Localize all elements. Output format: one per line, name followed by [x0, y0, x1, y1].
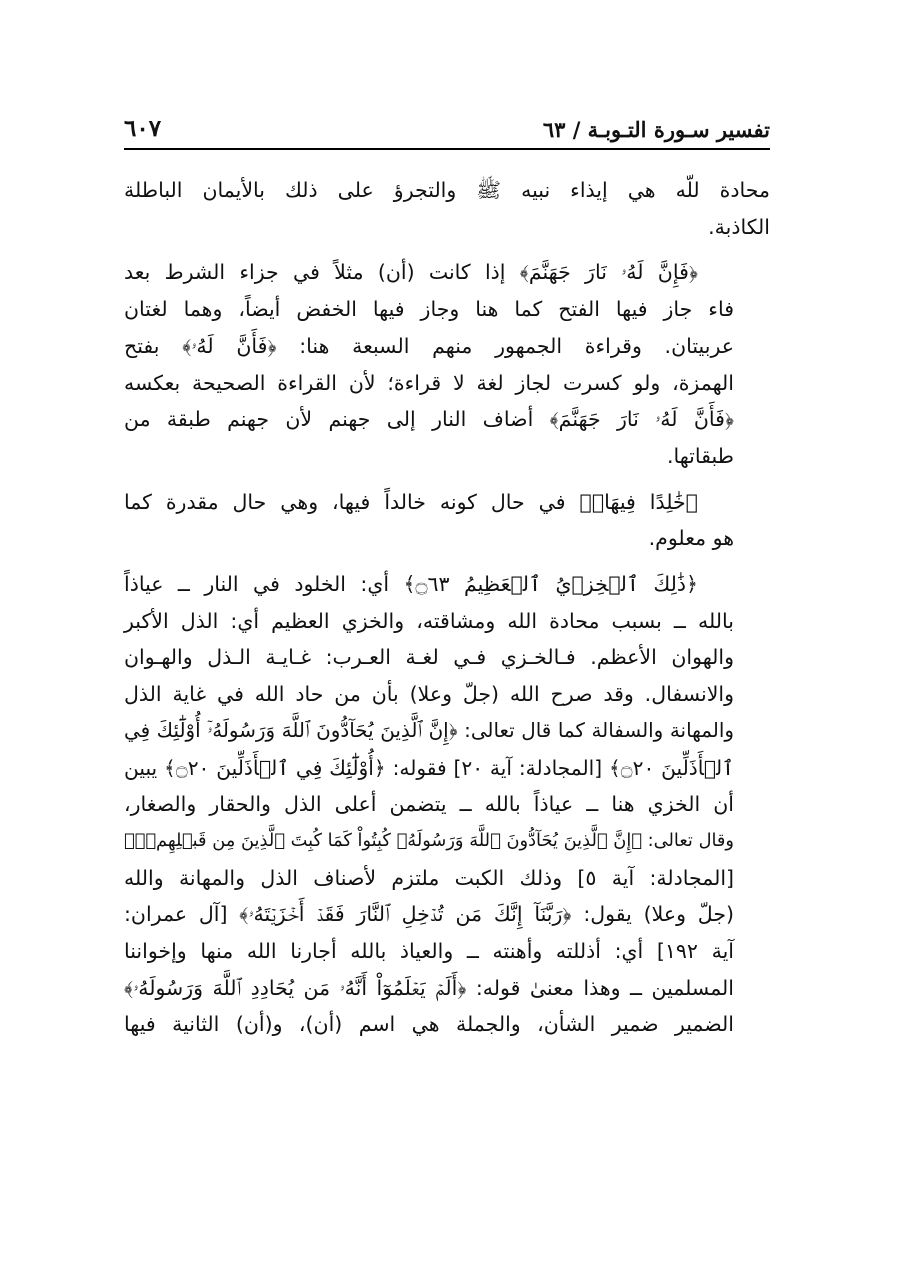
text-line: بالله ــ بسبب محادة الله ومشاقته، والخزي العظيم أي: الذل الأكبر — [124, 608, 734, 633]
paragraph-1 — [124, 172, 770, 245]
text-line: الضمير ضمير الشأن، والجملة هي اسم (أن)، و(أن) الثانية فيها — [124, 1012, 734, 1037]
running-header — [124, 108, 770, 142]
header-title: تفسير سـورة التـوبـة / ٦٣ — [542, 117, 770, 142]
paragraph-2 — [124, 254, 770, 474]
text-line: ﴿فَأَنَّ لَهُۥ نَارَ جَهَنَّمَ﴾ أضاف النار إلى جهنم لأن جهنم طبقة من — [124, 407, 734, 432]
text-line: هو معلوم. — [648, 526, 734, 551]
text-line: آية ١٩٢] أي: أذللته وأهنته ــ والعياذ بالله أجارنا الله منها وإخواننا — [124, 939, 734, 964]
page — [124, 108, 770, 1052]
text-line: وقال تعالى: ﴿إِنَّ ٱلَّذِينَ يُحَآدُّونَ ٱللَّهَ وَرَسُولَهُۥ كُبِتُواْ كَمَا كُبِتَ ٱلَّذِينَ مِن قَبۡلِهِمۡۚ﴾ — [124, 829, 734, 851]
text-line: طبقاتها. — [666, 443, 734, 468]
text-line: الكاذبة. — [708, 214, 770, 239]
page-body — [124, 172, 770, 1043]
text-line: والهوان الأعظم. فـالخـزي فـي لغـة العـرب: غـايـة الـذل والهـوان — [124, 645, 734, 670]
text-line: [المجادلة: آية ٥] وذلك الكبت ملتزم لأصناف الذل والمهانة والله — [124, 865, 735, 890]
text-line: محادة للّه هي إيذاء نبيه ﷺ والتجرؤ على ذلك بالأيمان الباطلة — [124, 178, 770, 202]
text-line: ٱلۡأَذَلِّينَ ۝٢٠﴾ [المجادلة: آية ٢٠] فقوله: ﴿أُوْلَٰٓئِكَ فِي ٱلۡأَذَلِّينَ ۝٢٠﴾ يبين — [124, 755, 734, 780]
text-line: والانسفال. وقد صرح الله (جلّ وعلا) بأن من حاد الله في غاية الذل — [124, 682, 734, 707]
text-line: والمهانة والسفالة كما قال تعالى: ﴿إِنَّ ٱلَّذِينَ يُحَآدُّونَ ٱللَّهَ وَرَسُولَهُۥٓ أُوْلَٰٓئِكَ فِي — [124, 718, 734, 742]
text-line: ﴿فَإِنَّ لَهُۥ نَارَ جَهَنَّمَ﴾ إذا كانت (أن) مثلاً في جزاء الشرط بعد — [124, 260, 698, 285]
text-line: الهمزة، ولو كسرت لجاز لغة لا قراءة؛ لأن القراءة الصحيحة بعكسه — [124, 370, 734, 395]
page-number: ٦٠٧ — [124, 115, 162, 142]
text-line: عربيتان. وقراءة الجمهور منهم السبعة هنا: ﴿فَأَنَّ لَهُۥ﴾ بفتح — [124, 333, 734, 358]
header-rule — [124, 148, 770, 150]
text-line: ﴿خَٰلِدًا فِيهَاۚ﴾ في حال كونه خالداً فيها، وهي حال مقدرة كما — [124, 489, 698, 514]
text-line: أن الخزي هنا ــ عياذاً بالله ــ يتضمن أعلى الذل والحقار والصغار، — [124, 792, 734, 817]
text-line: المسلمين ــ وهذا معنىٰ قوله: ﴿أَلَمۡ يَعۡلَمُوٓاْ أَنَّهُۥ مَن يُحَادِدِ ٱللَّهَ وَرَسُولَهُۥ﴾ — [124, 975, 734, 1000]
text-line: فاء جاز فيها الفتح كما هنا وجاز فيها الخفض أيضاً، وهما لغتان — [124, 297, 734, 322]
paragraph-4 — [124, 566, 770, 1043]
paragraph-3 — [124, 484, 770, 557]
text-line: ﴿ذَٰلِكَ ٱلۡخِزۡيُ ٱلۡعَظِيمُ ۝٦٣﴾ أي: الخلود في النار ــ عياذاً — [124, 572, 698, 597]
text-line: (جلّ وعلا) يقول: ﴿رَبَّنَآ إِنَّكَ مَن تُدۡخِلِ ٱلنَّارَ فَقَدۡ أَخۡزَيۡتَهُۥ﴾ [آل عمران: — [124, 902, 734, 927]
